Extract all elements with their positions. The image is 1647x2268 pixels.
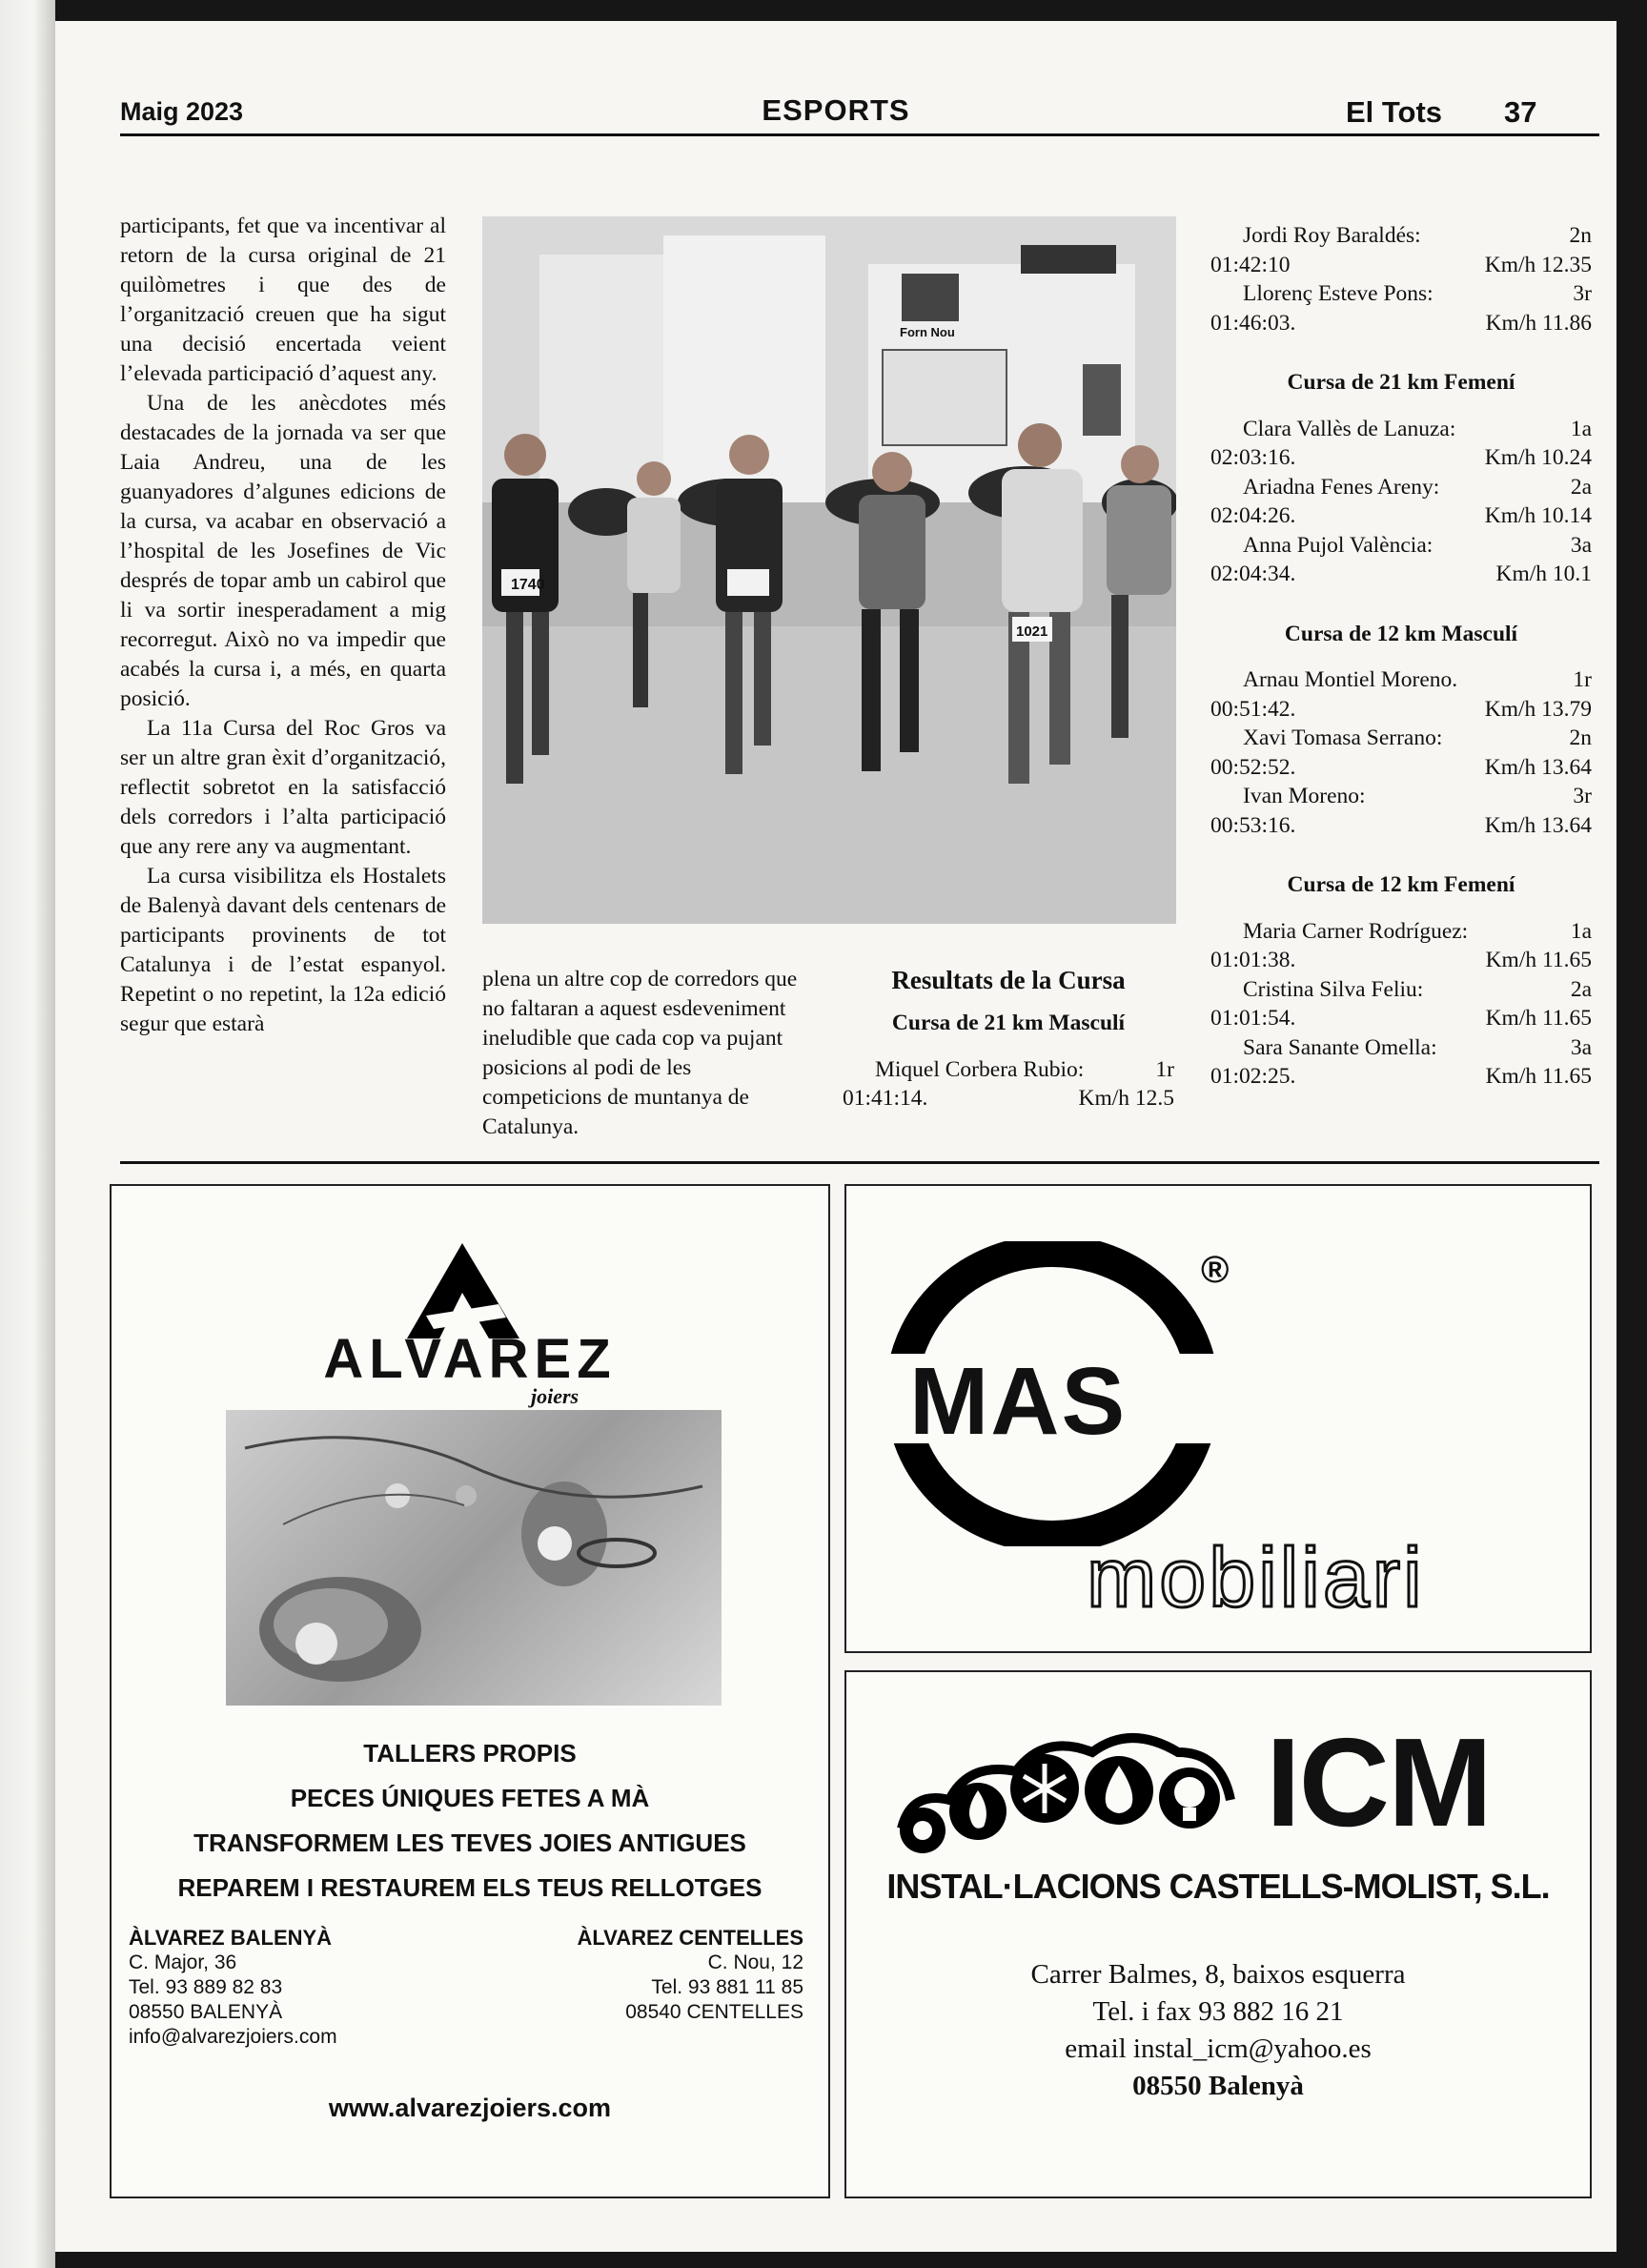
- runner-name: Miquel Corbera Rubio:: [875, 1056, 1085, 1082]
- store-postal: 08550 BALENYÀ: [129, 2001, 283, 2023]
- icm-address: Carrer Balmes, 8, baixos esquerra: [1030, 1959, 1406, 1990]
- runner-name: Llorenç Esteve Pons:: [1243, 281, 1434, 306]
- finish-position: 2n: [1569, 223, 1592, 248]
- average-speed: Km/h 11.86: [1485, 310, 1592, 336]
- icm-contact: [846, 1956, 1590, 2105]
- race-photo: [482, 216, 1176, 924]
- finish-time: 01:41:14.: [843, 1086, 928, 1111]
- icm-company-name: INSTAL·LACIONS CASTELLS-MOLIST, S.L.: [886, 1867, 1550, 1906]
- service-line: REPAREM I RESTAUREM ELS TEUS RELLOTGES: [177, 1873, 762, 1902]
- average-speed: Km/h 10.24: [1484, 445, 1592, 470]
- average-speed: Km/h 11.65: [1485, 1064, 1592, 1089]
- article-paragraph: plena un altre cop de corredors que no faltaran a aquest esdeveniment ineludible que cada cop va pujant posicions al podi de les competicions de muntanya de Catalunya.: [482, 967, 798, 1139]
- icm-brand: ICM: [1266, 1712, 1491, 1852]
- service-line: TRANSFORMEM LES TEVES JOIES ANTIGUES: [193, 1829, 746, 1857]
- runner-name: Clara Vallès de Lanuza:: [1243, 416, 1456, 441]
- article-continuation: [482, 965, 811, 1142]
- runner-name: Ivan Moreno:: [1243, 784, 1366, 808]
- finish-time: 01:02:25.: [1210, 1064, 1296, 1089]
- finish-position: 3a: [1570, 1034, 1592, 1060]
- newspaper-page: [55, 21, 1616, 2252]
- finish-time: 01:01:38.: [1210, 948, 1296, 972]
- average-speed: Km/h 13.64: [1484, 812, 1592, 838]
- store-name: ÀLVAREZ BALENYÀ: [129, 1926, 333, 1950]
- icm-postal: 08550 Balenyà: [1132, 2071, 1304, 2101]
- runner-name: Ariadna Fenes Areny:: [1243, 474, 1440, 500]
- alvarez-store-centelles: [577, 1926, 803, 2025]
- mas-brand: MAS: [909, 1348, 1128, 1455]
- article-paragraph: participants, fet que va incentivar al retorn de la cursa original de 21 quilòmetres i que des de l’organització creuen que ha sigut una decisió encertada veient l’elevada participació d’aquest any.: [120, 214, 446, 386]
- finish-time: 00:53:16.: [1210, 812, 1296, 838]
- water-drop-icon: [1085, 1756, 1153, 1825]
- bib-number: 1021: [1016, 623, 1048, 640]
- average-speed: Km/h 11.65: [1485, 1006, 1592, 1031]
- store-name: ÀLVAREZ CENTELLES: [577, 1926, 803, 1950]
- result-entry: [1210, 279, 1592, 337]
- average-speed: Km/h 10.1: [1495, 562, 1592, 586]
- finish-time: 01:01:54.: [1210, 1006, 1296, 1031]
- finish-position: 2a: [1570, 474, 1592, 500]
- runner-name: Xavi Tomasa Serrano:: [1243, 725, 1443, 750]
- finish-position: 3a: [1570, 532, 1592, 558]
- average-speed: Km/h 10.14: [1484, 503, 1592, 528]
- alvarez-website[interactable]: www.alvarezjoiers.com: [328, 2094, 612, 2122]
- results-section-title: Cursa de 12 km Masculí: [1284, 621, 1518, 646]
- runner-name: Sara Sanante Omella:: [1243, 1034, 1437, 1060]
- result-entry: [1210, 724, 1592, 782]
- finish-time: 02:04:34.: [1210, 562, 1296, 586]
- finish-position: 3r: [1573, 784, 1592, 808]
- finish-position: 2a: [1570, 976, 1592, 1002]
- icm-phone: Tel. i fax 93 882 16 21: [1092, 1996, 1344, 2027]
- publication-name: El Tots: [1346, 95, 1443, 129]
- result-entry: [1210, 1033, 1592, 1092]
- finish-time: 02:04:26.: [1210, 503, 1296, 528]
- store-phone: Tel. 93 889 82 83: [129, 1976, 283, 1998]
- article-paragraph: La cursa visibilitza els Hostalets de Balenyà davant dels centenars de participants provinents de tot Catalunya i de l’estat espanyol. Repetint o no repetint, la 12a edició segur que estarà: [120, 864, 446, 1036]
- average-speed: Km/h 12.35: [1484, 252, 1592, 277]
- lightbulb-icon: [1159, 1767, 1220, 1829]
- average-speed: Km/h 12.5: [1078, 1086, 1174, 1111]
- icm-email[interactable]: email instal_icm@yahoo.es: [1065, 2033, 1372, 2064]
- results-title: Resultats de la Cursa: [891, 966, 1126, 994]
- section-title: ESPORTS: [762, 93, 910, 127]
- result-entry: [1210, 221, 1592, 279]
- alvarez-store-balenya: [129, 1926, 337, 2050]
- alvarez-services: [112, 1731, 828, 1910]
- result-entry: [1210, 473, 1592, 531]
- mas-subtitle: mobiliari: [1087, 1530, 1425, 1624]
- store-postal: 08540 CENTELLES: [625, 2001, 803, 2023]
- finish-position: 1a: [1570, 918, 1592, 944]
- alvarez-logo-icon: [407, 1243, 519, 1338]
- runner-name: Cristina Silva Feliu:: [1243, 976, 1424, 1002]
- icm-icons-strip: [892, 1724, 1235, 1867]
- result-entry: [1210, 917, 1592, 975]
- finish-position: 3r: [1573, 281, 1592, 306]
- mas-mobiliari-advert: [844, 1184, 1592, 1653]
- result-entry: [843, 1055, 1174, 1114]
- finish-time: 01:42:10: [1210, 252, 1291, 277]
- alvarez-tagline: joiers: [531, 1384, 580, 1408]
- result-entry: [1210, 665, 1592, 724]
- finish-position: 1r: [1155, 1056, 1174, 1082]
- average-speed: Km/h 11.65: [1485, 948, 1592, 972]
- runner-name: Arnau Montiel Moreno.: [1243, 667, 1458, 692]
- article-column: [120, 212, 446, 1039]
- ads-separator-rule: [120, 1161, 1599, 1164]
- registered-mark: ®: [1201, 1249, 1230, 1291]
- header-rule: [120, 133, 1599, 136]
- result-entry: [1210, 415, 1592, 473]
- results-section-title: Cursa de 21 km Femení: [1287, 370, 1515, 395]
- gear-icon: [900, 1808, 946, 1853]
- icm-advert: [844, 1670, 1592, 2198]
- article-paragraph: Una de les anècdotes més destacades de la jornada va ser que Laia Andreu, una de les guanyadores d’algunes edicions de la cursa, va acabar en observació a l’hospital de les Josefines de Vic després de topar amb un cabirol que li va sortir inesperadament a mig recorregut. Això no va impedir que acabés la cursa i, a més, en quarta posició.: [120, 391, 446, 711]
- page-number: 37: [1504, 95, 1537, 129]
- jewelry-illustration: [226, 1410, 722, 1706]
- jewelry-photo: [226, 1410, 722, 1706]
- finish-position: 1r: [1573, 667, 1592, 692]
- finish-position: 1a: [1570, 416, 1592, 441]
- service-line: PECES ÚNIQUES FETES A MÀ: [290, 1784, 650, 1812]
- bib-number: 1740: [511, 577, 545, 593]
- storefront-sign: Forn Nou: [900, 325, 955, 339]
- page-spine: [0, 0, 55, 2268]
- article-paragraph: La 11a Cursa del Roc Gros va ser un altre gran èxit d’organització, reflectit sobretot en la satisfacció dels corredors i l’alta participació que any rere any va augmentant.: [120, 716, 446, 859]
- store-email: info@alvarezjoiers.com: [129, 2026, 337, 2048]
- results-column-right: [1210, 221, 1592, 1109]
- result-entry: [1210, 782, 1592, 840]
- flame-icon: [949, 1783, 1006, 1840]
- finish-time: 01:46:03.: [1210, 310, 1296, 336]
- runner-name: Anna Pujol València:: [1243, 532, 1434, 558]
- alvarez-advert: [110, 1184, 830, 2198]
- store-address: C. Major, 36: [129, 1951, 237, 1973]
- finish-time: 00:52:52.: [1210, 754, 1296, 780]
- issue-date: Maig 2023: [120, 97, 244, 126]
- result-entry: [1210, 531, 1592, 589]
- runner-name: Jordi Roy Baraldés:: [1243, 223, 1421, 248]
- store-phone: Tel. 93 881 11 85: [651, 1976, 803, 1998]
- results-section-title: Cursa de 21 km Masculí: [891, 1011, 1126, 1035]
- result-entry: [1210, 975, 1592, 1033]
- snowflake-icon: [1010, 1754, 1079, 1823]
- results-block: [843, 965, 1174, 1131]
- average-speed: Km/h 13.64: [1484, 754, 1592, 780]
- runner-name: Maria Carner Rodríguez:: [1243, 918, 1469, 944]
- service-line: TALLERS PROPIS: [363, 1739, 577, 1767]
- finish-time: 00:51:42.: [1210, 696, 1296, 722]
- results-section-title: Cursa de 12 km Femení: [1287, 872, 1515, 897]
- finish-position: 2n: [1569, 725, 1592, 750]
- runners-illustration: [482, 216, 1176, 924]
- average-speed: Km/h 13.79: [1484, 696, 1592, 722]
- store-address: C. Nou, 12: [707, 1951, 803, 1973]
- finish-time: 02:03:16.: [1210, 445, 1296, 470]
- alvarez-brand: ALVAREZ: [323, 1328, 617, 1390]
